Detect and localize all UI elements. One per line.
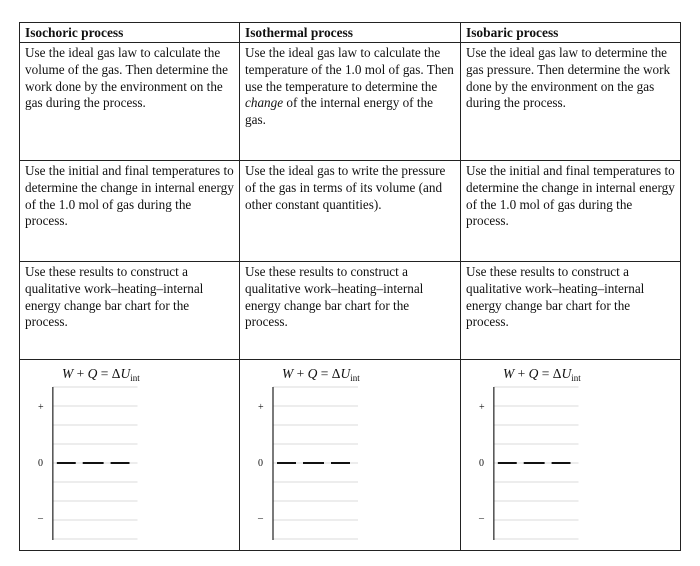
isobaric-bar-chart: [461, 360, 680, 550]
isochoric-bar-chart-cell: [20, 360, 240, 550]
isochoric-step-2: Use the initial and final temperatures to determine the change in internal energy of the 1.0 mol of gas during the process.: [20, 161, 240, 262]
isochoric-bar-chart: [20, 360, 239, 550]
header-isothermal: Isothermal process: [240, 23, 461, 43]
isochoric-step-3: Use these results to construct a qualitative work–heating–internal energy change bar chart for the process.: [20, 262, 240, 360]
minus-label: –: [258, 513, 263, 524]
zero-label: 0: [38, 458, 43, 469]
bar-chart-title: $W + Q = \Delta U_{int}$: [62, 366, 140, 383]
plus-label: +: [258, 402, 264, 413]
isothermal-step-1: [240, 43, 461, 161]
minus-label: –: [38, 513, 43, 524]
isochoric-step-1: Use the ideal gas law to calculate the volume of the gas. Then determine the work done by the environment on the gas during the process.: [20, 43, 240, 161]
isobaric-step-2: Use the initial and final temperatures to determine the change in internal energy of the 1.0 mol of gas during the process.: [461, 161, 680, 262]
bar-chart-title: $W + Q = \Delta U_{int}$: [503, 366, 581, 383]
isobaric-bar-chart-cell: [461, 360, 680, 550]
isothermal-bar-chart-cell: [240, 360, 461, 550]
isothermal-step-2: Use the ideal gas to write the pressure of the gas in terms of its volume (and other constant quantities).: [240, 161, 461, 262]
zero-label: 0: [258, 458, 263, 469]
isobaric-step-3: Use these results to construct a qualitative work–heating–internal energy change bar chart for the process.: [461, 262, 680, 360]
isothermal-step-3: Use these results to construct a qualitative work–heating–internal energy change bar chart for the process.: [240, 262, 461, 360]
bar-chart-title: $W + Q = \Delta U_{int}$: [282, 366, 360, 383]
process-table: [19, 22, 681, 551]
header-isochoric: Isochoric process: [20, 23, 240, 43]
isothermal-step-1-before: Use the ideal gas law to calculate the temperature of the 1.0 mol of gas. Then use the temperature to determine the: [245, 45, 454, 94]
isothermal-step-1-after: of the internal energy of the gas.: [245, 95, 433, 128]
zero-label: 0: [479, 458, 484, 469]
minus-label: –: [479, 513, 484, 524]
plus-label: +: [38, 402, 44, 413]
header-isobaric: Isobaric process: [461, 23, 680, 43]
isobaric-step-1: Use the ideal gas law to determine the gas pressure. Then determine the work done by the environment on the gas during the process.: [461, 43, 680, 161]
isothermal-step-1-emphasis: change: [245, 95, 284, 111]
isothermal-bar-chart: [240, 360, 460, 550]
plus-label: +: [479, 402, 485, 413]
